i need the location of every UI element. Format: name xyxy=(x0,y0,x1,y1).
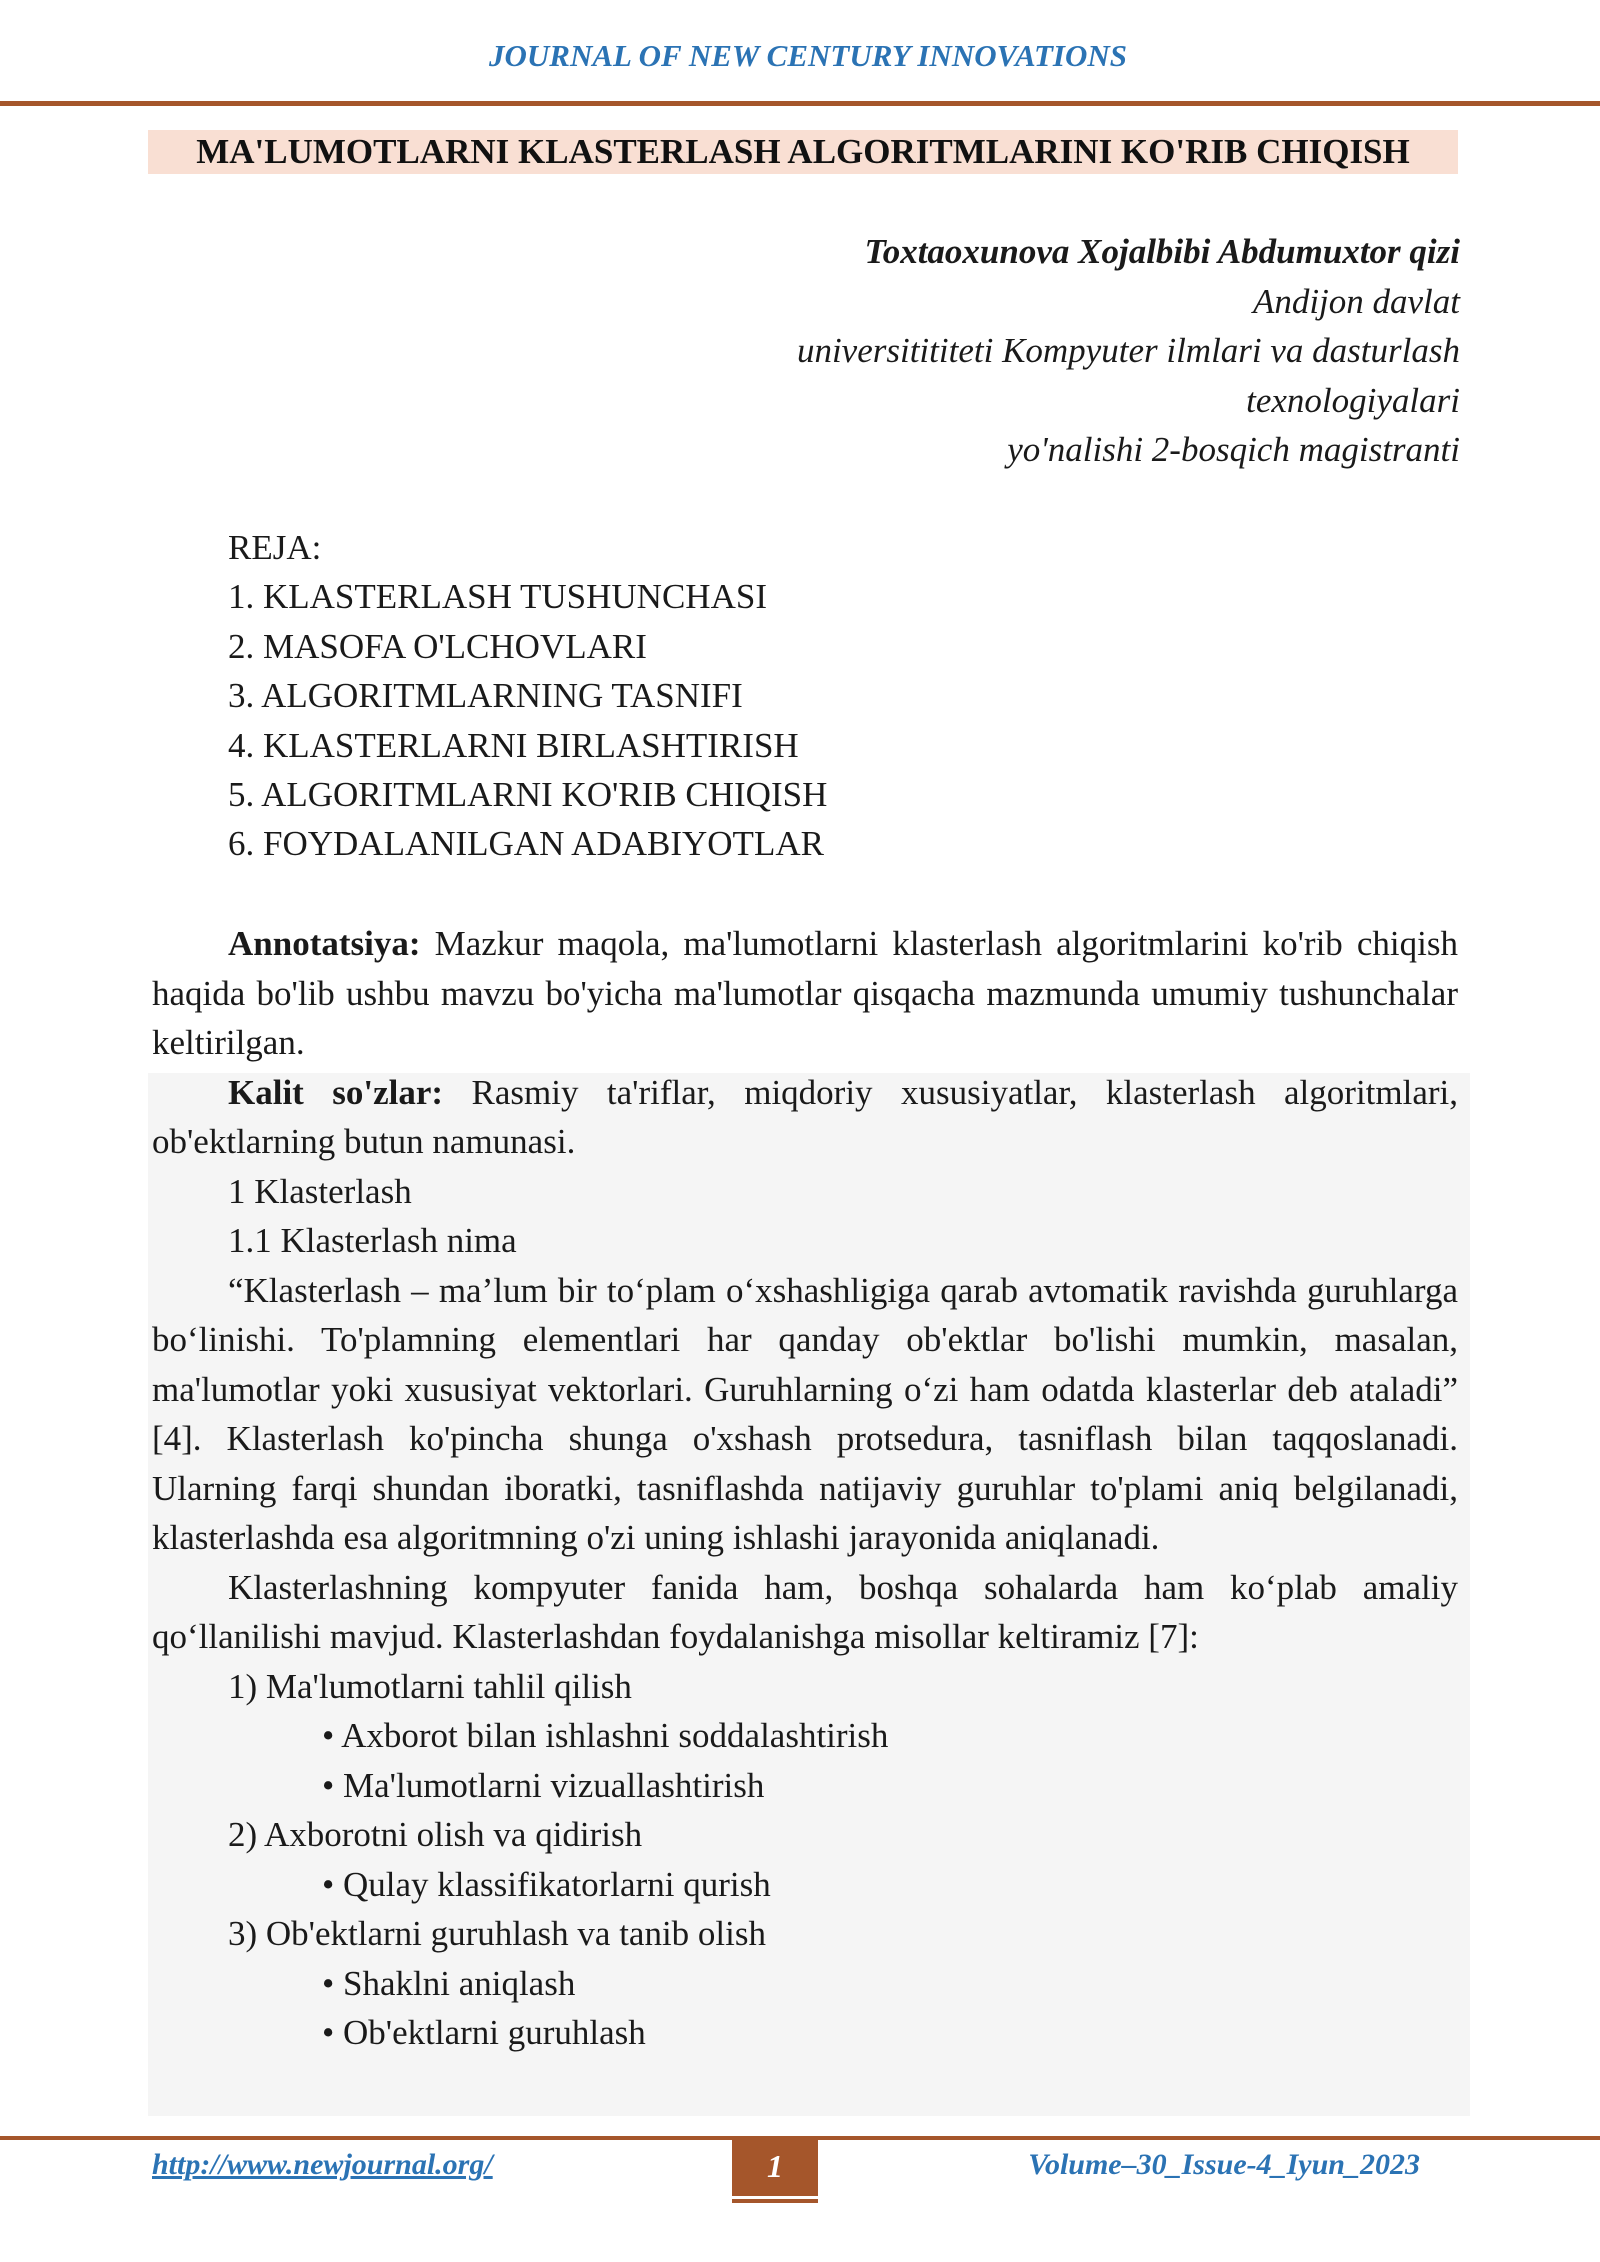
section-heading: 1 Klasterlash xyxy=(228,1171,412,1211)
journal-header: JOURNAL OF NEW CENTURY INNOVATIONS xyxy=(489,38,1127,73)
plan-item: 5. ALGORITMLARNI KO'RIB CHIQISH xyxy=(228,775,828,815)
plan-item: 3. ALGORITMLARNING TASNIFI xyxy=(228,676,743,716)
example-bullet: • Qulay klassifikatorlarni qurish xyxy=(322,1864,771,1904)
page-number: 1 xyxy=(732,2136,818,2196)
example-label: 1) Ma'lumotlarni tahlil qilish xyxy=(228,1666,632,1706)
example-bullet: • Axborot bilan ishlashni soddalashtirish xyxy=(322,1716,889,1755)
affiliation-line: texnologiyalari xyxy=(1246,380,1460,420)
plan-item: 6. FOYDALANILGAN ADABIYOTLAR xyxy=(228,824,824,864)
example-bullet: • Ob'ektlarni guruhlash xyxy=(322,2013,646,2052)
article-title: MA'LUMOTLARNI KLASTERLASH ALGORITMLARINI KO'RIB CHIQISH xyxy=(148,130,1458,174)
annotation-paragraph xyxy=(152,919,1458,1068)
plan-item: 1. KLASTERLASH TUSHUNCHASI xyxy=(228,577,767,617)
annotation-text: Mazkur maqola, ma'lumotlarni klasterlash algoritmlarini ko'rib chiqish haqida bo'lib ushbu mavzu bo'yicha ma'lumotlar qisqacha mazmunda umumiy tushunchalar keltirilgan. xyxy=(152,924,1458,1062)
page-number-underline xyxy=(732,2199,818,2203)
keywords-label: Kalit so'zlar: xyxy=(228,1072,444,1112)
affiliation-line: yo'nalishi 2-bosqich magistranti xyxy=(1007,430,1460,469)
plan-heading: REJA: xyxy=(228,528,322,567)
subsection-heading: 1.1 Klasterlash nima xyxy=(228,1221,517,1260)
author-block xyxy=(797,227,1460,475)
example-label: 2) Axborotni olish va qidirish xyxy=(228,1815,643,1854)
journal-url-link[interactable]: http://www.newjournal.org/ xyxy=(152,2148,493,2181)
example-label: 3) Ob'ektlarni guruhlash va tanib olish xyxy=(228,1914,767,1953)
volume-issue: Volume–30_Issue-4_Iyun_2023 xyxy=(1028,2148,1420,2181)
affiliation-line: universitititeti Kompyuter ilmlari va dasturlash xyxy=(796,331,1460,370)
plan-item: 4. KLASTERLARNI BIRLASHTIRISH xyxy=(228,725,799,765)
plan-item: 2. MASOFA O'LCHOVLARI xyxy=(228,626,647,666)
example-bullet: • Ma'lumotlarni vizuallashtirish xyxy=(322,1765,765,1805)
body-paragraph: “Klasterlash – ma’lum bir to‘plam o‘xshashligiga qarab avtomatik ravishda guruhlarga bo‘linishi. To'plamning elementlari har qanday ob'ektlar bo'lishi mumkin, masalan, ma'lumotlar yoki xususiyat vektorlari. Guruhlarning o‘zi ham odatda klasterlar deb ataladi” [4]. Klasterlash ko'pincha shunga o'xshash protsedura, tasniflash bilan taqqoslanadi. Ularning farqi shundan iboratki, tasniflashda natijaviy guruhlar to'plami aniq belgilanadi, klasterlashda esa algoritmning o'zi uning ishlashi jarayonida aniqlanadi. xyxy=(152,1270,1458,1557)
article-body xyxy=(152,919,1458,2058)
annotation-label: Annotatsiya: xyxy=(228,924,421,963)
header-divider xyxy=(0,101,1600,106)
keywords-paragraph xyxy=(152,1068,1458,1167)
example-bullet: • Shaklni aniqlash xyxy=(322,1963,576,2003)
keywords-text: Rasmiy ta'riflar, miqdoriy xususiyatlar, klasterlash algoritmlari, ob'ektlarning butun namunasi. xyxy=(152,1072,1459,1161)
author-name: Toxtaoxunova Xojalbibi Abdumuxtor qizi xyxy=(864,232,1460,271)
body-paragraph: Klasterlashning kompyuter fanida ham, boshqa sohalarda ham ko‘plab amaliy qo‘llanilishi mavjud. Klasterlashdan foydalanishga misollar keltiramiz [7]: xyxy=(152,1567,1458,1656)
affiliation-line: Andijon davlat xyxy=(1252,281,1460,321)
plan-list xyxy=(228,523,827,869)
